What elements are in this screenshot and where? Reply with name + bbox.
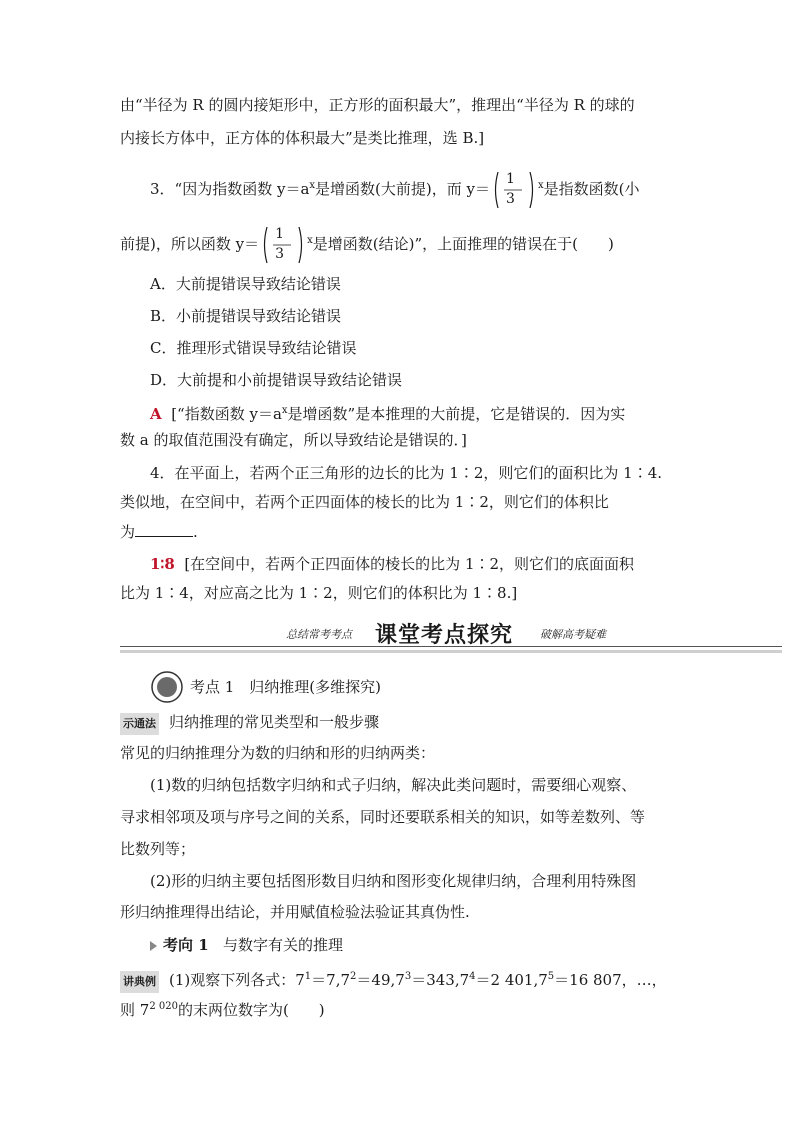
question-4-line-1: 4．在平面上，若两个正三角形的边长的比为 1∶2，则它们的面积比为 1∶4. (150, 464, 663, 482)
example-tag: 讲典例 (120, 971, 159, 993)
ex-sup: 4 (469, 971, 476, 982)
q4-answer: 1∶8 (150, 555, 175, 573)
method-title: 归纳推理的常见类型和一般步骤 (169, 713, 380, 731)
q4-text: 为 (120, 523, 136, 541)
section-banner (120, 616, 782, 652)
divider (120, 650, 782, 653)
ex-text: ＝343,7 (411, 971, 470, 989)
ex-sup: 3 (404, 971, 412, 982)
text-line: 由“半径为 R 的圆内接矩形中，正方形的面积最大”，推理出“半径为 R 的球的 (120, 96, 635, 114)
banner-left-text: 总结常考考点 (286, 628, 352, 641)
text-line: 常见的归纳推理分为数的归纳和形的归纳两类： (120, 744, 436, 762)
q4-exp-text: [在空间中，若两个正四面体的棱长的比为 1∶2，则它们的底面面积 (184, 555, 635, 573)
q3-text: 前提)，所以函数 y＝ (120, 235, 260, 253)
direction-line (150, 934, 343, 956)
option-d: D．大前提和小前提错误导致结论错误 (150, 371, 403, 389)
option-c: C．推理形式错误导致结论错误 (150, 339, 357, 357)
q3-text: 是增函数(大前提)，而 y＝ (315, 180, 490, 198)
q3-explanation-line-1 (150, 400, 625, 425)
text-line: 内接长方体中，正方体的体积最大”是类比推理，选 B.] (120, 129, 485, 147)
option-b: B．小前提错误导致结论错误 (150, 307, 342, 325)
text-line: 形归纳推理得出结论，并用赋值检验法验证其真伪性. (120, 903, 470, 921)
q3-exp-text: [“指数函数 y＝a (171, 405, 282, 423)
question-3-line-1 (150, 170, 640, 210)
q4-explanation-line-2: 比为 1∶4，对应高之比为 1∶2，则它们的体积比为 1∶8.] (120, 584, 518, 602)
q4-explanation-line-1 (150, 553, 634, 575)
ex-sup: 1 (304, 971, 312, 982)
ex-sup: 2 020 (149, 1001, 178, 1012)
section-heading: 考点 1 归纳推理(多维探究) (190, 678, 382, 696)
method-line (120, 711, 379, 735)
fraction-denominator: 3 (275, 246, 285, 262)
ex-text: (1)观察下列各式：7 (169, 971, 305, 989)
text-line: (1)数的归纳包括数字归纳和式子归纳，解决此类问题时，需要细心观察、 (150, 776, 637, 794)
banner-right-text: 破解高考疑难 (540, 628, 606, 641)
ex-sup: 2 (350, 971, 357, 982)
ex-sup: 5 (547, 971, 555, 982)
fraction (492, 170, 536, 210)
q3-sup: x (281, 405, 288, 416)
ex-text: 则 7 (120, 1001, 150, 1019)
ex-text: ＝49,7 (356, 971, 405, 989)
direction-label: 考向 1 (163, 936, 209, 954)
question-3-line-2 (120, 225, 614, 265)
q3-sup: x (307, 235, 313, 246)
method-tag: 示通法 (120, 713, 159, 735)
ex-text: 的末两位数字为( ) (177, 1001, 325, 1019)
direction-title: 与数字有关的推理 (222, 936, 343, 954)
text-line: 寻求相邻项及项与序号之间的关系，同时还要联系相关的知识，如等差数列、等 (120, 808, 646, 826)
fraction-denominator: 3 (506, 191, 515, 207)
banner-title: 课堂考点探究 (375, 622, 514, 648)
q3-exp-text: 是增函数”是本推理的大前提，它是错误的．因为实 (287, 405, 626, 423)
example-line-1 (120, 966, 667, 993)
q3-answer: A (150, 405, 162, 423)
answer-blank (135, 522, 193, 537)
ex-text: ＝2 401,7 (475, 971, 548, 989)
q3-text: 3．“因为指数函数 y＝a (150, 180, 310, 198)
ex-text: ＝7,7 (311, 971, 351, 989)
ex-text: ＝16 807，…， (554, 971, 667, 989)
q3-sup: x (538, 180, 544, 191)
divider (120, 646, 782, 647)
option-a: A．大前提错误导致结论错误 (150, 275, 341, 293)
fraction (261, 225, 305, 265)
bullet-circle-icon (150, 670, 184, 704)
question-4-line-2: 类似地，在空间中，若两个正四面体的棱长的比为 1∶2，则它们的体积比 (120, 493, 609, 511)
q3-text: 是增函数(结论)”，上面推理的错误在于( ) (312, 235, 614, 253)
example-line-2 (120, 996, 325, 1021)
fraction-numerator: 1 (506, 171, 515, 187)
q3-explanation-line-2: 数 a 的取值范围没有确定，所以导致结论是错误的．] (120, 431, 467, 449)
text-line: (2)形的归纳主要包括图形数目归纳和图形变化规律归纳，合理利用特殊图 (150, 872, 637, 890)
play-arrow-icon (150, 941, 157, 951)
text-line: 比数列等； (120, 840, 196, 858)
q4-text: . (193, 523, 198, 541)
question-4-line-3 (120, 521, 198, 543)
q3-sup: x (309, 180, 316, 191)
q3-text: 是指数函数(小 (543, 180, 640, 198)
fraction-numerator: 1 (275, 226, 285, 242)
